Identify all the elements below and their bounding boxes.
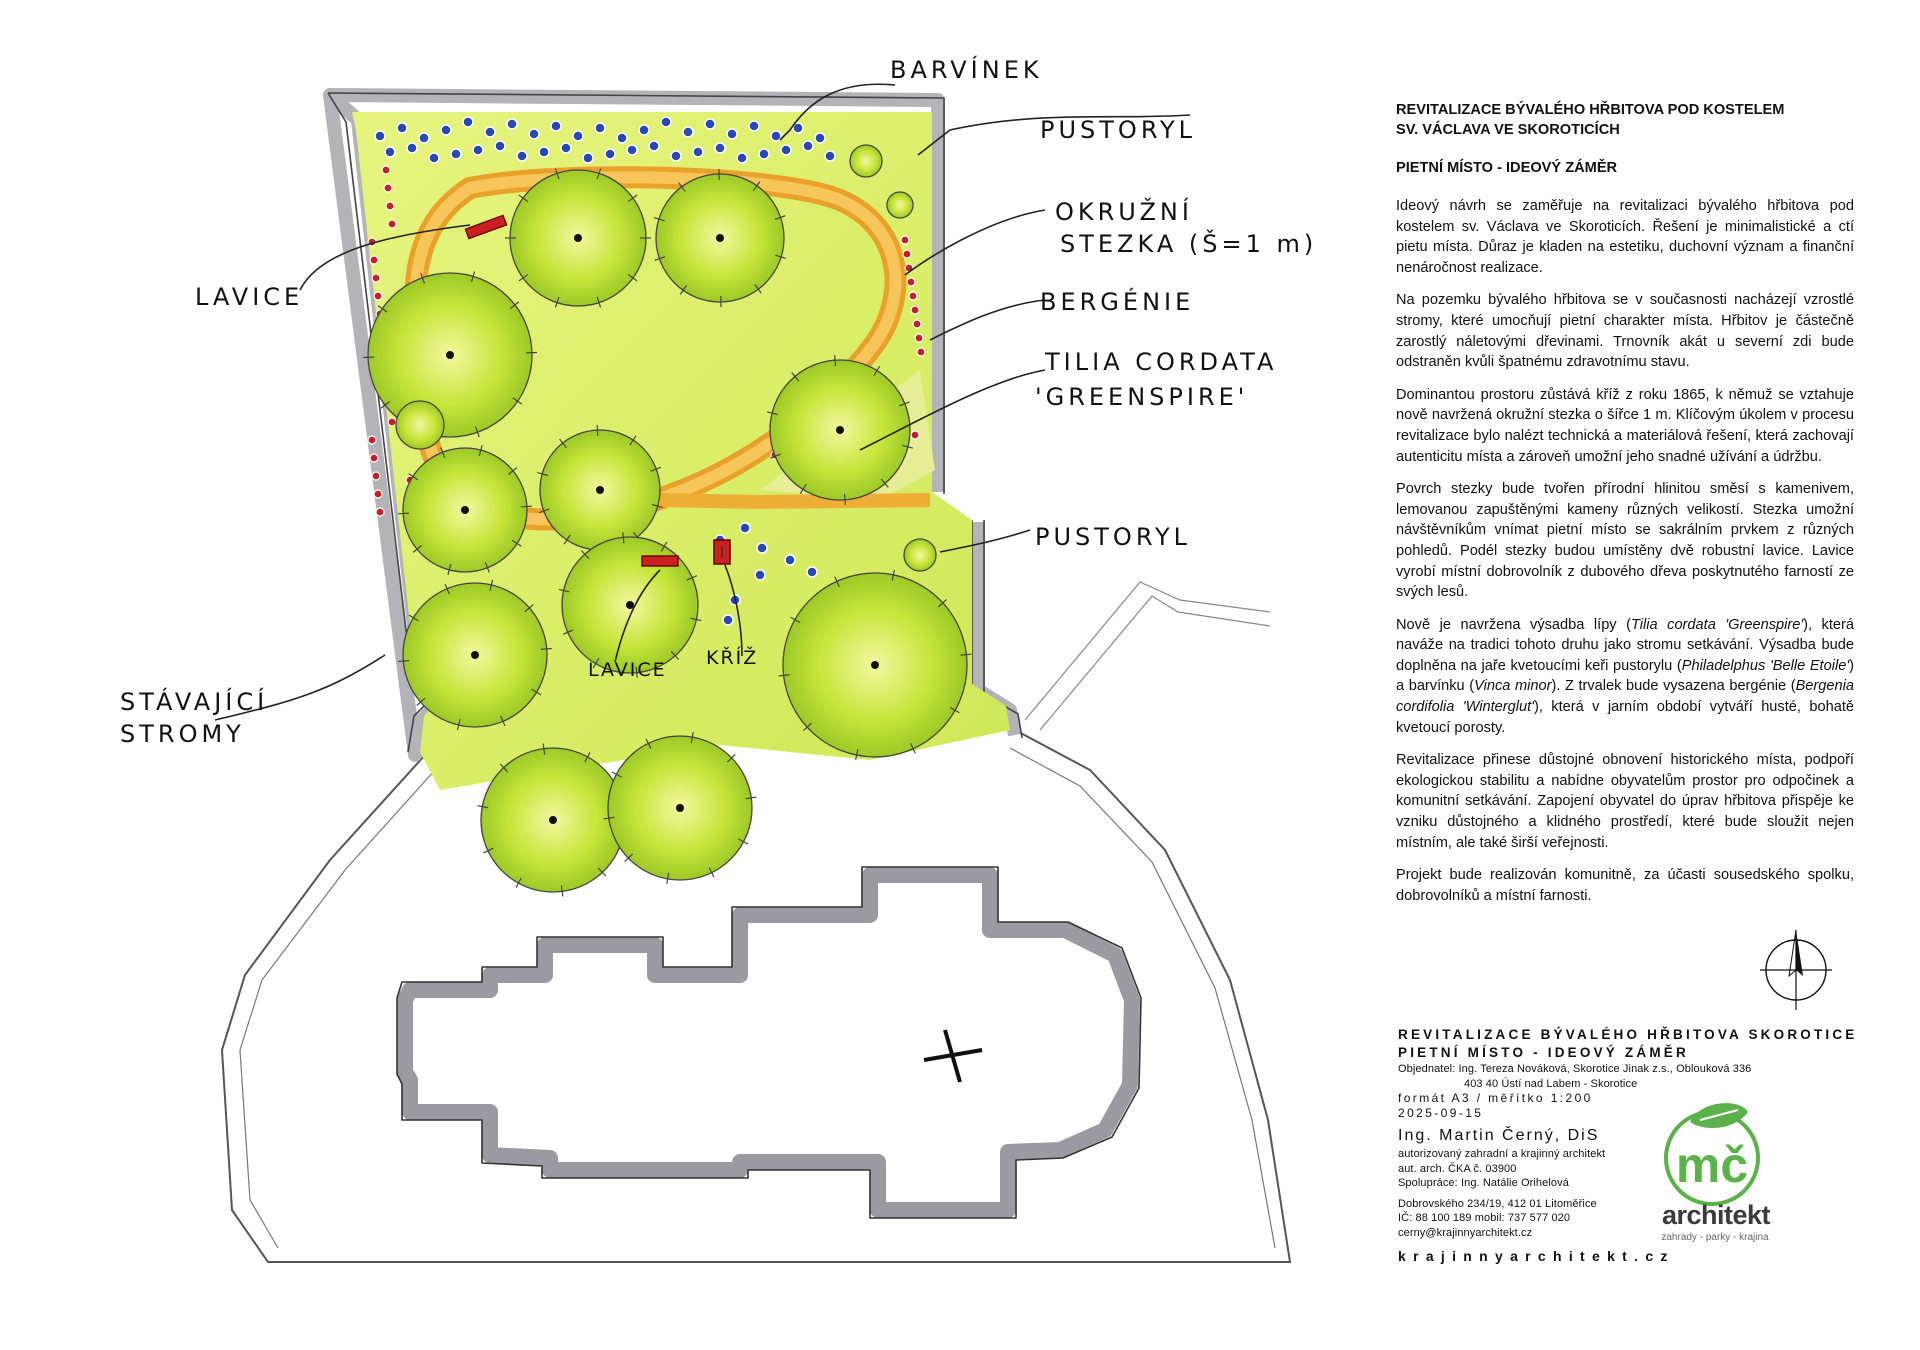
- bergenia-plant: [384, 184, 392, 192]
- tb-client-1: Objednatel: Ing. Tereza Nováková, Skorotice Jinak z.s., Oblouková 336: [1398, 1063, 1752, 1075]
- paragraph-4: Povrch stezky bude tvořen přírodní hlinitou směsí s kamenivem, lemovanou zapuštěnými kameny různých velikostí. Stezka umožní návštěvníkům vnímat pietní místo se sakrálním prvkem z různých pohledů. Podél stezky budou umístěny dvě robustní lavice. Lavice vyrobí místní dobrovolník z dubového dřeva poskytnutého farností ze svých lesů.: [1396, 481, 1854, 601]
- tb-client-2: 403 40 Ústí nad Labem - Skorotice: [1464, 1077, 1638, 1090]
- vinca-plant: [661, 117, 671, 127]
- bergenia-plant: [376, 508, 384, 516]
- tb-title-2: PIETNÍ MÍSTO - IDEOVÝ ZÁMĚR: [1398, 1045, 1689, 1060]
- description-panel: [1396, 100, 1854, 918]
- tb-url: krajinnyarchitekt.cz: [1398, 1248, 1675, 1264]
- bergenia-plant: [388, 418, 396, 426]
- title-block: [1396, 1026, 1876, 1264]
- tb-address: Dobrovského 234/19, 412 01 Litoměřice: [1398, 1197, 1597, 1210]
- label-stavajici-2: STROMY: [120, 720, 245, 748]
- vinca-plant: [573, 131, 583, 141]
- access-road: [1025, 582, 1270, 730]
- vinca-plant: [375, 131, 385, 141]
- tb-title-1: REVITALIZACE BÝVALÉHO HŘBITOVA SKOROTICE: [1398, 1027, 1858, 1042]
- logo: [1648, 1104, 1780, 1250]
- label-lavice-mid: LAVICE: [588, 659, 667, 681]
- vinca-plant: [749, 121, 759, 131]
- bergenia-plant: [915, 334, 923, 342]
- logo-tagline: zahrady - parky - krajina: [1661, 1232, 1769, 1243]
- vinca-plant: [740, 523, 750, 533]
- bergenia-plant: [372, 472, 380, 480]
- vinca-plant: [407, 143, 417, 153]
- label-okruzni-2: STEZKA (Š=1 m): [1060, 230, 1318, 258]
- vinca-plant: [649, 141, 659, 151]
- vinca-plant: [723, 615, 733, 625]
- bergenia-plant: [374, 292, 382, 300]
- bergenia-plant: [911, 306, 919, 314]
- bergenia-plant: [901, 236, 909, 244]
- vinca-plant: [627, 145, 637, 155]
- paragraph-7: Projekt bude realizován komunitně, za účasti sousedského spolku, dobrovolníků a místní farnosti.: [1396, 867, 1854, 904]
- paragraph-2: Na pozemku bývalého hřbitova se v současnosti nacházejí vzrostlé stromy, které umocňují pietní charakter místa. Hřbitov je částečně zarostlý náletovými dřevinami. Trnovník akát u severní zdi bude odstraněn kvůli špatnému zdravotnímu stavu.: [1396, 292, 1854, 371]
- vinca-plant: [639, 125, 649, 135]
- tb-email: cerny@krajinnyarchitekt.cz: [1398, 1226, 1533, 1239]
- path-branch: [660, 500, 930, 502]
- bergenia-plant: [911, 431, 919, 439]
- bergenia-plant: [372, 274, 380, 282]
- vinca-plant: [473, 145, 483, 155]
- vinca-plant: [595, 123, 605, 133]
- tb-ids: IČ: 88 100 189 mobil: 737 577 020: [1398, 1212, 1571, 1224]
- vinca-plant: [419, 133, 429, 143]
- heading-3: PIETNÍ MÍSTO - IDEOVÝ ZÁMĚR: [1396, 160, 1618, 176]
- tree-canopy: [887, 192, 913, 218]
- paragraph-3: Dominantou prostoru zůstává kříž z roku 1865, k němuž se vztahuje nově navržená okružní stezka o šířce 1 m. Klíčovým úkolem v procesu revitalizace bylo nalézt technická a materiálová řešení, která zachovají autenticitu místa a zároveň umožní jeho snadné užívání a údržbu.: [1396, 386, 1854, 465]
- heading-2: SV. VÁCLAVA VE SKOROTICÍCH: [1396, 122, 1620, 138]
- bergenia-plant: [388, 220, 396, 228]
- vinca-plant: [693, 147, 703, 157]
- bergenia-plant: [909, 292, 917, 300]
- label-lavice-left: LAVICE: [195, 283, 304, 311]
- vinca-plant: [683, 127, 693, 137]
- vinca-plant: [815, 133, 825, 143]
- bergenia-plant: [907, 278, 915, 286]
- bergenia-plant: [903, 250, 911, 258]
- bench-bottom: [642, 556, 678, 566]
- tb-reg: aut. arch. ČKA č. 03900: [1398, 1162, 1517, 1175]
- label-barvinek: BARVÍNEK: [890, 56, 1043, 84]
- vinca-plant: [561, 143, 571, 153]
- tb-date: 2025-09-15: [1398, 1106, 1484, 1120]
- bergenia-plant: [374, 490, 382, 498]
- vinca-plant: [529, 129, 539, 139]
- label-okruzni-1: OKRUŽNÍ: [1055, 198, 1193, 226]
- paragraph-6: Revitalizace přinese důstojné obnovení historického místa, podpoří ekologickou stabilitu a nabídne obyvatelům prostor pro odpočinek a komunitní setkávání. Zapojení obyvatel do úprav hřbitova přispěje ke vzniku důstojného a klidného prostředí, které bude sloužit nejen místním, ale také širší veřejnosti.: [1396, 752, 1854, 851]
- label-pustoryl-top: PUSTORYL: [1040, 116, 1196, 144]
- vinca-plant: [463, 117, 473, 127]
- vinca-plant: [485, 127, 495, 137]
- logo-brand: architekt: [1661, 1200, 1771, 1230]
- label-tilia-1: TILIA CORDATA: [1045, 348, 1278, 376]
- vinca-plant: [517, 151, 527, 161]
- label-stavajici-1: STÁVAJÍCÍ: [120, 688, 269, 716]
- bergenia-plant: [917, 348, 925, 356]
- vinca-plant: [451, 149, 461, 159]
- label-pustoryl-mid: PUSTORYL: [1035, 523, 1191, 551]
- vinca-plant: [429, 153, 439, 163]
- paragraph-1: Ideový návrh se zaměřuje na revitalizaci bývalého hřbitova pod kostelem sv. Václava ve Skoroticích. Řešení je minimalistické a ctí pietu místa. Důraz je kladen na estetiku, duchovní význam a finanční nenáročnost realizace.: [1396, 198, 1854, 276]
- tree-canopy: [904, 539, 936, 571]
- tb-role: autorizovaný zahradní a krajinný architekt: [1398, 1148, 1606, 1160]
- vinca-plant: [671, 151, 681, 161]
- vinca-plant: [495, 141, 505, 151]
- bergenia-plant: [382, 166, 390, 174]
- svg-text:mč: mč: [1675, 1137, 1749, 1193]
- vinca-plant: [825, 151, 835, 161]
- bergenia-plant: [368, 436, 376, 444]
- bergenia-plant: [370, 454, 378, 462]
- bergenia-plant: [370, 256, 378, 264]
- vinca-plant: [385, 147, 395, 157]
- label-bergenie: BERGÉNIE: [1040, 288, 1195, 316]
- vinca-plant: [715, 143, 725, 153]
- paragraph-5: Nově je navržena výsadba lípy (Tilia cordata 'Greenspire'), která naváže na tradici tohoto druhu jako stromu setkávání. Výsadba bude doplněna na jaře kvetoucími keři pustorylu (Philadelphus 'Belle Etoile') a barvínku (Vinca minor). Z trvalek bude vysazena bergénie (Bergenia cordifolia 'Winterglut'), která v jarním období vytváří husté, bohatě kvetoucí porosty.: [1396, 616, 1854, 736]
- vinca-plant: [397, 123, 407, 133]
- tb-coop: Spolupráce: Ing. Natálie Orihelová: [1398, 1177, 1569, 1189]
- bergenia-plant: [913, 320, 921, 328]
- vinca-plant: [807, 567, 817, 577]
- vinca-plant: [727, 129, 737, 139]
- tb-format: formát A3 / měřítko 1:200: [1398, 1091, 1593, 1105]
- north-arrow: [1760, 930, 1832, 1010]
- tree-canopy: [850, 145, 882, 177]
- vinca-plant: [771, 131, 781, 141]
- label-kriz: KŘÍŽ: [706, 647, 759, 669]
- heading-1: REVITALIZACE BÝVALÉHO HŘBITOVA POD KOSTELEM: [1396, 102, 1785, 118]
- vinca-plant: [539, 147, 549, 157]
- vinca-plant: [759, 149, 769, 159]
- label-tilia-2: 'GREENSPIRE': [1035, 383, 1249, 411]
- vinca-plant: [785, 555, 795, 565]
- vinca-plant: [757, 543, 767, 553]
- tb-author: Ing. Martin Černý, DiS: [1398, 1127, 1600, 1144]
- vinca-plant: [583, 153, 593, 163]
- vinca-plant: [737, 153, 747, 163]
- vinca-plant: [551, 121, 561, 131]
- tree-canopy: [396, 401, 444, 449]
- vinca-plant: [507, 119, 517, 129]
- vinca-plant: [617, 133, 627, 143]
- vinca-plant: [605, 149, 615, 159]
- vinca-plant: [441, 125, 451, 135]
- vinca-plant: [781, 145, 791, 155]
- bergenia-plant: [386, 202, 394, 210]
- vinca-plant: [803, 141, 813, 151]
- vinca-plant: [705, 119, 715, 129]
- vinca-plant: [755, 570, 765, 580]
